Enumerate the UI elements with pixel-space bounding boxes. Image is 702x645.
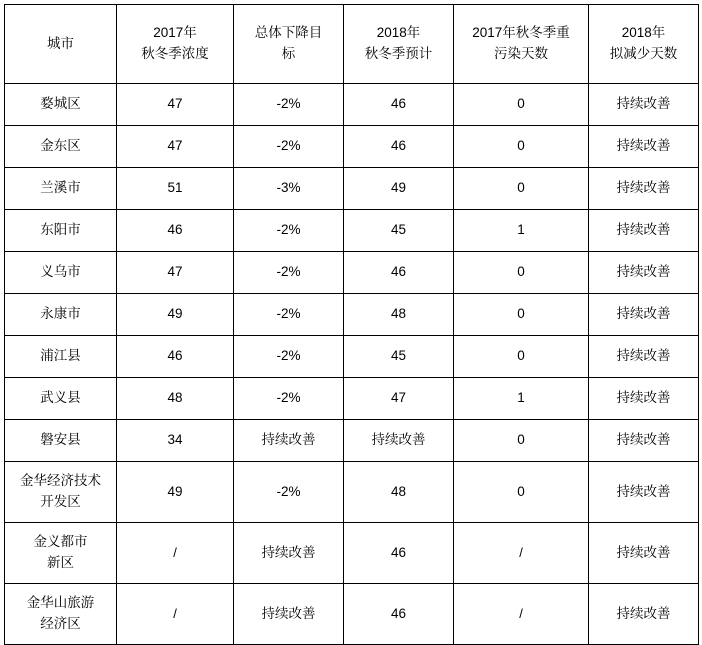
table-row — [5, 252, 699, 294]
cell-forecast_2018: 46 — [344, 252, 454, 294]
column-header-city — [5, 5, 117, 84]
cell-heavy_days_2017: / — [454, 584, 589, 645]
cell-heavy_days_2017: / — [454, 523, 589, 584]
cell-text-line: 义乌市 — [40, 264, 81, 280]
cell-city — [5, 462, 117, 523]
cell-conc_2017: 49 — [117, 462, 234, 523]
cell-forecast_2018: 46 — [344, 523, 454, 584]
cell-conc_2017: 48 — [117, 378, 234, 420]
cell-target: -3% — [234, 168, 344, 210]
table-row — [5, 584, 699, 645]
cell-forecast_2018: 45 — [344, 210, 454, 252]
cell-city — [5, 523, 117, 584]
column-header-line: 城市 — [47, 35, 74, 51]
cell-text-line: 武义县 — [40, 390, 81, 406]
cell-reduce_days_2018: 持续改善 — [589, 378, 699, 420]
cell-target: -2% — [234, 252, 344, 294]
cell-forecast_2018: 46 — [344, 84, 454, 126]
cell-forecast_2018: 49 — [344, 168, 454, 210]
column-header-conc_2017 — [117, 5, 234, 84]
table-row — [5, 168, 699, 210]
cell-target: 持续改善 — [234, 523, 344, 584]
cell-target: -2% — [234, 378, 344, 420]
cell-heavy_days_2017: 0 — [454, 126, 589, 168]
table-row — [5, 420, 699, 462]
air-quality-table — [4, 4, 699, 645]
cell-text-line: 金义都市 — [33, 534, 88, 550]
cell-heavy_days_2017: 0 — [454, 462, 589, 523]
column-header-line: 污染天数 — [494, 46, 548, 61]
cell-city — [5, 252, 117, 294]
cell-conc_2017: 34 — [117, 420, 234, 462]
column-header-line: 秋冬季预计 — [364, 46, 433, 61]
cell-forecast_2018: 48 — [344, 294, 454, 336]
cell-text-line: 经济区 — [40, 616, 81, 631]
cell-text-line: 开发区 — [40, 494, 81, 509]
cell-city — [5, 294, 117, 336]
cell-conc_2017: 47 — [117, 84, 234, 126]
cell-conc_2017: 46 — [117, 210, 234, 252]
cell-conc_2017: / — [117, 584, 234, 645]
cell-heavy_days_2017: 0 — [454, 252, 589, 294]
table-row — [5, 336, 699, 378]
cell-reduce_days_2018: 持续改善 — [589, 523, 699, 584]
cell-target: -2% — [234, 84, 344, 126]
cell-heavy_days_2017: 0 — [454, 294, 589, 336]
cell-heavy_days_2017: 1 — [454, 210, 589, 252]
column-header-line: 标 — [281, 46, 296, 61]
cell-text-line: 东阳市 — [40, 222, 81, 238]
cell-reduce_days_2018: 持续改善 — [589, 126, 699, 168]
column-header-reduce_days_2018 — [589, 5, 699, 84]
table-row — [5, 126, 699, 168]
table-header — [5, 5, 699, 84]
cell-heavy_days_2017: 0 — [454, 168, 589, 210]
cell-reduce_days_2018: 持续改善 — [589, 336, 699, 378]
cell-text-line: 浦江县 — [40, 348, 81, 364]
cell-conc_2017: / — [117, 523, 234, 584]
cell-reduce_days_2018: 持续改善 — [589, 584, 699, 645]
cell-conc_2017: 47 — [117, 252, 234, 294]
column-header-forecast_2018 — [344, 5, 454, 84]
cell-city — [5, 126, 117, 168]
table-row — [5, 462, 699, 523]
cell-reduce_days_2018: 持续改善 — [589, 168, 699, 210]
column-header-line: 拟减少天数 — [609, 46, 678, 61]
cell-reduce_days_2018: 持续改善 — [589, 420, 699, 462]
column-header-line: 2017年 — [153, 25, 197, 41]
table-body — [5, 84, 699, 645]
cell-conc_2017: 49 — [117, 294, 234, 336]
column-header-line: 总体下降目 — [254, 25, 323, 41]
cell-heavy_days_2017: 0 — [454, 84, 589, 126]
cell-reduce_days_2018: 持续改善 — [589, 210, 699, 252]
cell-conc_2017: 46 — [117, 336, 234, 378]
cell-city — [5, 210, 117, 252]
cell-conc_2017: 47 — [117, 126, 234, 168]
cell-target: 持续改善 — [234, 420, 344, 462]
cell-forecast_2018: 46 — [344, 126, 454, 168]
table-row — [5, 523, 699, 584]
cell-target: 持续改善 — [234, 584, 344, 645]
cell-heavy_days_2017: 1 — [454, 378, 589, 420]
cell-text-line: 磐安县 — [40, 432, 81, 448]
column-header-line: 2018年 — [376, 25, 421, 41]
table-row — [5, 294, 699, 336]
cell-text-line: 兰溪市 — [40, 180, 81, 196]
cell-city — [5, 378, 117, 420]
cell-target: -2% — [234, 462, 344, 523]
cell-conc_2017: 51 — [117, 168, 234, 210]
cell-city — [5, 420, 117, 462]
cell-reduce_days_2018: 持续改善 — [589, 462, 699, 523]
column-header-line: 2018年 — [621, 25, 666, 41]
cell-forecast_2018: 48 — [344, 462, 454, 523]
cell-text-line: 金东区 — [40, 138, 81, 154]
cell-forecast_2018: 45 — [344, 336, 454, 378]
cell-heavy_days_2017: 0 — [454, 336, 589, 378]
cell-reduce_days_2018: 持续改善 — [589, 294, 699, 336]
cell-forecast_2018: 持续改善 — [344, 420, 454, 462]
column-header-line: 秋冬季浓度 — [141, 46, 209, 61]
cell-target: -2% — [234, 336, 344, 378]
cell-heavy_days_2017: 0 — [454, 420, 589, 462]
cell-reduce_days_2018: 持续改善 — [589, 252, 699, 294]
cell-city — [5, 168, 117, 210]
cell-target: -2% — [234, 126, 344, 168]
column-header-line: 2017年秋冬季重 — [472, 25, 570, 41]
table-row — [5, 210, 699, 252]
cell-text-line: 金华经济技术 — [20, 473, 101, 489]
cell-reduce_days_2018: 持续改善 — [589, 84, 699, 126]
cell-target: -2% — [234, 294, 344, 336]
column-header-target — [234, 5, 344, 84]
cell-city — [5, 84, 117, 126]
table-row — [5, 84, 699, 126]
cell-text-line: 婺城区 — [40, 96, 81, 112]
cell-text-line: 新区 — [47, 555, 74, 570]
column-header-heavy_days_2017 — [454, 5, 589, 84]
table-header-row — [5, 5, 699, 84]
cell-text-line: 金华山旅游 — [26, 595, 95, 611]
cell-forecast_2018: 46 — [344, 584, 454, 645]
cell-city — [5, 584, 117, 645]
cell-city — [5, 336, 117, 378]
cell-forecast_2018: 47 — [344, 378, 454, 420]
table-row — [5, 378, 699, 420]
cell-target: -2% — [234, 210, 344, 252]
cell-text-line: 永康市 — [40, 306, 81, 322]
